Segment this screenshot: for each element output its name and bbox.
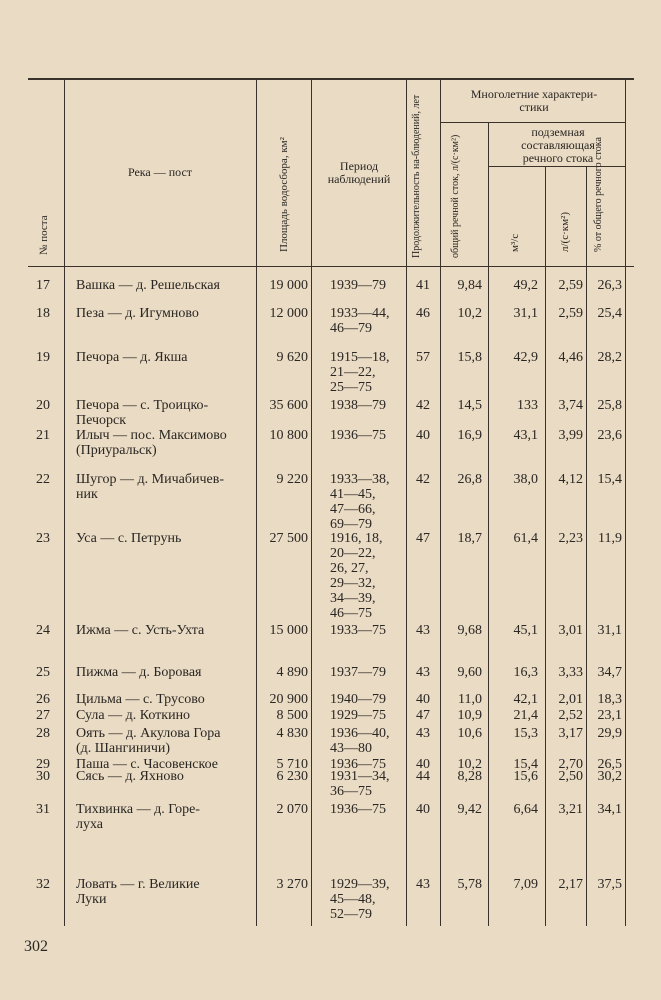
period-line: 1936—40, bbox=[330, 726, 390, 741]
groundwater-m3s: 21,4 bbox=[513, 708, 538, 723]
period-line: 46—79 bbox=[330, 321, 372, 336]
total-runoff: 10,2 bbox=[457, 757, 482, 772]
groundwater-m3s: 6,64 bbox=[513, 802, 538, 817]
total-runoff: 10,2 bbox=[457, 306, 482, 321]
header-observation-period bbox=[313, 160, 405, 186]
total-runoff: 10,6 bbox=[457, 726, 482, 741]
station-number: 20 bbox=[36, 398, 50, 413]
river-station-line: Сула — д. Коткино bbox=[76, 708, 191, 723]
observation-years: 43 bbox=[416, 623, 430, 638]
col-divider-7 bbox=[545, 166, 546, 926]
observation-years: 42 bbox=[416, 472, 430, 487]
river-station-line: (д. Шангиничи) bbox=[76, 741, 171, 756]
header-catchment-area: Площадь водосбора, км² bbox=[278, 137, 290, 252]
observation-years: 43 bbox=[416, 665, 430, 680]
observation-years: 42 bbox=[416, 398, 430, 413]
groundwater-m3s: 42,1 bbox=[513, 692, 538, 707]
river-station-line: Печора — с. Троицко- bbox=[76, 398, 209, 413]
col-divider-9 bbox=[625, 80, 626, 926]
observation-years: 46 bbox=[416, 306, 430, 321]
river-station-line: Паша — с. Часовенское bbox=[76, 757, 218, 772]
groundwater-lskm: 4,12 bbox=[558, 472, 583, 487]
station-number: 27 bbox=[36, 708, 50, 723]
catchment-area: 4 890 bbox=[276, 665, 308, 680]
catchment-area: 9 220 bbox=[276, 472, 308, 487]
groundwater-lskm: 3,21 bbox=[558, 802, 583, 817]
river-station-line: Уса — с. Петрунь bbox=[76, 531, 182, 546]
period-line: 1929—75 bbox=[330, 708, 386, 723]
observation-years: 43 bbox=[416, 877, 430, 892]
groundwater-percent: 29,9 bbox=[597, 726, 622, 741]
catchment-area: 6 230 bbox=[276, 769, 308, 784]
observation-years: 40 bbox=[416, 757, 430, 772]
river-station-line: Пижма — д. Боровая bbox=[76, 665, 202, 680]
header-duration: Продолжительность на-блюдений, лет bbox=[411, 94, 422, 258]
catchment-area: 19 000 bbox=[269, 278, 308, 293]
period-line: 1929—39, bbox=[330, 877, 390, 892]
page-number: 302 bbox=[24, 938, 48, 955]
station-number: 29 bbox=[36, 757, 50, 772]
station-number: 32 bbox=[36, 877, 50, 892]
groundwater-percent: 37,5 bbox=[597, 877, 622, 892]
groundwater-m3s: 42,9 bbox=[513, 350, 538, 365]
groundwater-lskm: 3,33 bbox=[558, 665, 583, 680]
groundwater-m3s: 15,3 bbox=[513, 726, 538, 741]
period-line: 1940—79 bbox=[330, 692, 386, 707]
period-line: 1936—75 bbox=[330, 757, 386, 772]
groundwater-m3s: 15,4 bbox=[513, 757, 538, 772]
total-runoff: 10,9 bbox=[457, 708, 482, 723]
header-group-line-1: Многолетние характери- bbox=[470, 87, 598, 101]
station-number: 18 bbox=[36, 306, 50, 321]
period-line: 52—79 bbox=[330, 907, 372, 922]
groundwater-lskm: 2,23 bbox=[558, 531, 583, 546]
total-runoff: 16,9 bbox=[457, 428, 482, 443]
col-divider-8 bbox=[586, 166, 587, 926]
river-station-line: Пеза — д. Игумново bbox=[76, 306, 199, 321]
station-number: 31 bbox=[36, 802, 50, 817]
observation-years: 47 bbox=[416, 531, 430, 546]
col-divider-2 bbox=[256, 80, 257, 926]
header-group-rule bbox=[440, 122, 626, 123]
total-runoff: 14,5 bbox=[457, 398, 482, 413]
groundwater-percent: 18,3 bbox=[597, 692, 622, 707]
header-river-station: Река — пост bbox=[127, 165, 193, 179]
station-number: 22 bbox=[36, 472, 50, 487]
groundwater-percent: 25,8 bbox=[597, 398, 622, 413]
total-runoff: 9,42 bbox=[457, 802, 482, 817]
header-group-line-2: стики bbox=[519, 100, 549, 114]
groundwater-lskm: 2,17 bbox=[558, 877, 583, 892]
groundwater-lskm: 2,59 bbox=[558, 278, 583, 293]
period-line: 1936—75 bbox=[330, 428, 386, 443]
groundwater-percent: 26,5 bbox=[597, 757, 622, 772]
period-line: 1938—79 bbox=[330, 398, 386, 413]
station-number: 25 bbox=[36, 665, 50, 680]
total-runoff: 9,84 bbox=[457, 278, 482, 293]
groundwater-lskm: 2,52 bbox=[558, 708, 583, 723]
col-divider-3 bbox=[311, 80, 312, 926]
period-line: 29—32, bbox=[330, 576, 376, 591]
header-subgroup-line-2: составляющая bbox=[521, 138, 595, 152]
groundwater-m3s: 16,3 bbox=[513, 665, 538, 680]
groundwater-lskm: 3,17 bbox=[558, 726, 583, 741]
groundwater-lskm: 2,50 bbox=[558, 769, 583, 784]
header-station-number: № поста bbox=[38, 215, 50, 255]
station-number: 17 bbox=[36, 278, 50, 293]
catchment-area: 35 600 bbox=[269, 398, 308, 413]
catchment-area: 9 620 bbox=[276, 350, 308, 365]
groundwater-percent: 28,2 bbox=[597, 350, 622, 365]
groundwater-percent: 30,2 bbox=[597, 769, 622, 784]
observation-years: 43 bbox=[416, 726, 430, 741]
river-station-line: Ижма — с. Усть-Ухта bbox=[76, 623, 205, 638]
groundwater-percent: 34,7 bbox=[597, 665, 622, 680]
header-bottom-rule bbox=[28, 266, 634, 267]
header-m3s: м³/с bbox=[509, 233, 521, 252]
river-station-line: Печорск bbox=[76, 413, 127, 428]
groundwater-lskm: 4,46 bbox=[558, 350, 583, 365]
period-line: 1933—38, bbox=[330, 472, 390, 487]
catchment-area: 27 500 bbox=[269, 531, 308, 546]
groundwater-lskm: 3,99 bbox=[558, 428, 583, 443]
river-station-line: Луки bbox=[76, 892, 107, 907]
observation-years: 40 bbox=[416, 802, 430, 817]
groundwater-lskm: 2,01 bbox=[558, 692, 583, 707]
period-line: 45—48, bbox=[330, 892, 376, 907]
period-line: 46—75 bbox=[330, 606, 372, 621]
river-station-line: Печора — д. Якша bbox=[76, 350, 188, 365]
station-number: 26 bbox=[36, 692, 50, 707]
col-divider-6 bbox=[488, 122, 489, 926]
total-runoff: 9,60 bbox=[457, 665, 482, 680]
river-station-line: Илыч — пос. Максимово bbox=[76, 428, 227, 443]
period-line: 41—45, bbox=[330, 487, 376, 502]
groundwater-percent: 15,4 bbox=[597, 472, 622, 487]
catchment-area: 8 500 bbox=[276, 708, 308, 723]
station-number: 24 bbox=[36, 623, 50, 638]
groundwater-percent: 25,4 bbox=[597, 306, 622, 321]
groundwater-m3s: 7,09 bbox=[513, 877, 538, 892]
river-station-line: Шугор — д. Мичабичев- bbox=[76, 472, 224, 487]
groundwater-percent: 23,1 bbox=[597, 708, 622, 723]
period-line: 1931—34, bbox=[330, 769, 390, 784]
river-station-line: Сясь — д. Яхново bbox=[76, 769, 184, 784]
observation-years: 40 bbox=[416, 692, 430, 707]
river-station-line: Тихвинка — д. Горе- bbox=[76, 802, 200, 817]
river-station-line: Ловать — г. Великие bbox=[76, 877, 200, 892]
groundwater-lskm: 2,59 bbox=[558, 306, 583, 321]
catchment-area: 3 270 bbox=[276, 877, 308, 892]
groundwater-lskm: 3,74 bbox=[558, 398, 583, 413]
period-line: 1937—79 bbox=[330, 665, 386, 680]
period-line: 43—80 bbox=[330, 741, 372, 756]
station-number: 19 bbox=[36, 350, 50, 365]
groundwater-lskm: 3,01 bbox=[558, 623, 583, 638]
period-line: 1916, 18, bbox=[330, 531, 383, 546]
col-divider-4 bbox=[406, 80, 407, 926]
groundwater-m3s: 15,6 bbox=[513, 769, 538, 784]
header-subgroup-line-1: подземная bbox=[531, 125, 585, 139]
catchment-area: 20 900 bbox=[269, 692, 308, 707]
station-number: 30 bbox=[36, 769, 50, 784]
col-divider-1 bbox=[64, 80, 65, 926]
period-line: 21—22, bbox=[330, 365, 376, 380]
header-subgroup-title bbox=[490, 126, 626, 165]
period-line: 1933—44, bbox=[330, 306, 390, 321]
catchment-area: 4 830 bbox=[276, 726, 308, 741]
catchment-area: 10 800 bbox=[269, 428, 308, 443]
header-subgroup-line-3: речного стока bbox=[522, 151, 594, 165]
river-station-line: Оять — д. Акулова Гора bbox=[76, 726, 221, 741]
catchment-area: 12 000 bbox=[269, 306, 308, 321]
header-lskm: л/(с·км²) bbox=[559, 211, 571, 252]
header-group-title bbox=[442, 88, 626, 114]
period-line: 47—66, bbox=[330, 502, 376, 517]
period-line: 1933—75 bbox=[330, 623, 386, 638]
groundwater-m3s: 61,4 bbox=[513, 531, 538, 546]
total-runoff: 8,28 bbox=[457, 769, 482, 784]
groundwater-percent: 26,3 bbox=[597, 278, 622, 293]
period-line: 1936—75 bbox=[330, 802, 386, 817]
catchment-area: 15 000 bbox=[269, 623, 308, 638]
groundwater-m3s: 49,2 bbox=[513, 278, 538, 293]
total-runoff: 5,78 bbox=[457, 877, 482, 892]
station-number: 28 bbox=[36, 726, 50, 741]
period-line: 1939—79 bbox=[330, 278, 386, 293]
station-number: 23 bbox=[36, 531, 50, 546]
observation-years: 47 bbox=[416, 708, 430, 723]
groundwater-lskm: 2,70 bbox=[558, 757, 583, 772]
river-station-line: (Приуральск) bbox=[76, 443, 157, 458]
table-top-rule bbox=[28, 78, 634, 80]
river-station-line: Цильма — с. Трусово bbox=[76, 692, 205, 707]
observation-years: 40 bbox=[416, 428, 430, 443]
river-station-line: Вашка — д. Решельская bbox=[76, 278, 220, 293]
groundwater-percent: 23,6 bbox=[597, 428, 622, 443]
groundwater-percent: 34,1 bbox=[597, 802, 622, 817]
groundwater-percent: 31,1 bbox=[597, 623, 622, 638]
total-runoff: 9,68 bbox=[457, 623, 482, 638]
header-period-text: Период наблюдений bbox=[327, 159, 391, 186]
catchment-area: 2 070 bbox=[276, 802, 308, 817]
observation-years: 44 bbox=[416, 769, 430, 784]
groundwater-m3s: 31,1 bbox=[513, 306, 538, 321]
period-line: 69—79 bbox=[330, 517, 372, 532]
period-line: 26, 27, bbox=[330, 561, 369, 576]
period-line: 1915—18, bbox=[330, 350, 390, 365]
groundwater-percent: 11,9 bbox=[598, 531, 622, 546]
col-divider-5 bbox=[440, 80, 441, 926]
period-line: 34—39, bbox=[330, 591, 376, 606]
total-runoff: 11,0 bbox=[458, 692, 482, 707]
period-line: 20—22, bbox=[330, 546, 376, 561]
observation-years: 57 bbox=[416, 350, 430, 365]
groundwater-m3s: 43,1 bbox=[513, 428, 538, 443]
header-subgroup-rule bbox=[488, 166, 626, 167]
groundwater-m3s: 133 bbox=[517, 398, 538, 413]
catchment-area: 5 710 bbox=[276, 757, 308, 772]
header-percent: % от общего речного стока bbox=[593, 137, 604, 252]
observation-years: 41 bbox=[416, 278, 430, 293]
groundwater-m3s: 38,0 bbox=[513, 472, 538, 487]
river-station-line: ник bbox=[76, 487, 98, 502]
period-line: 36—75 bbox=[330, 784, 372, 799]
total-runoff: 15,8 bbox=[457, 350, 482, 365]
station-number: 21 bbox=[36, 428, 50, 443]
groundwater-m3s: 45,1 bbox=[513, 623, 538, 638]
total-runoff: 26,8 bbox=[457, 472, 482, 487]
river-station-line: луха bbox=[76, 817, 104, 832]
total-runoff: 18,7 bbox=[457, 531, 482, 546]
header-total-runoff: общий речной сток, л/(с·км²) bbox=[450, 134, 461, 258]
period-line: 25—75 bbox=[330, 380, 372, 395]
